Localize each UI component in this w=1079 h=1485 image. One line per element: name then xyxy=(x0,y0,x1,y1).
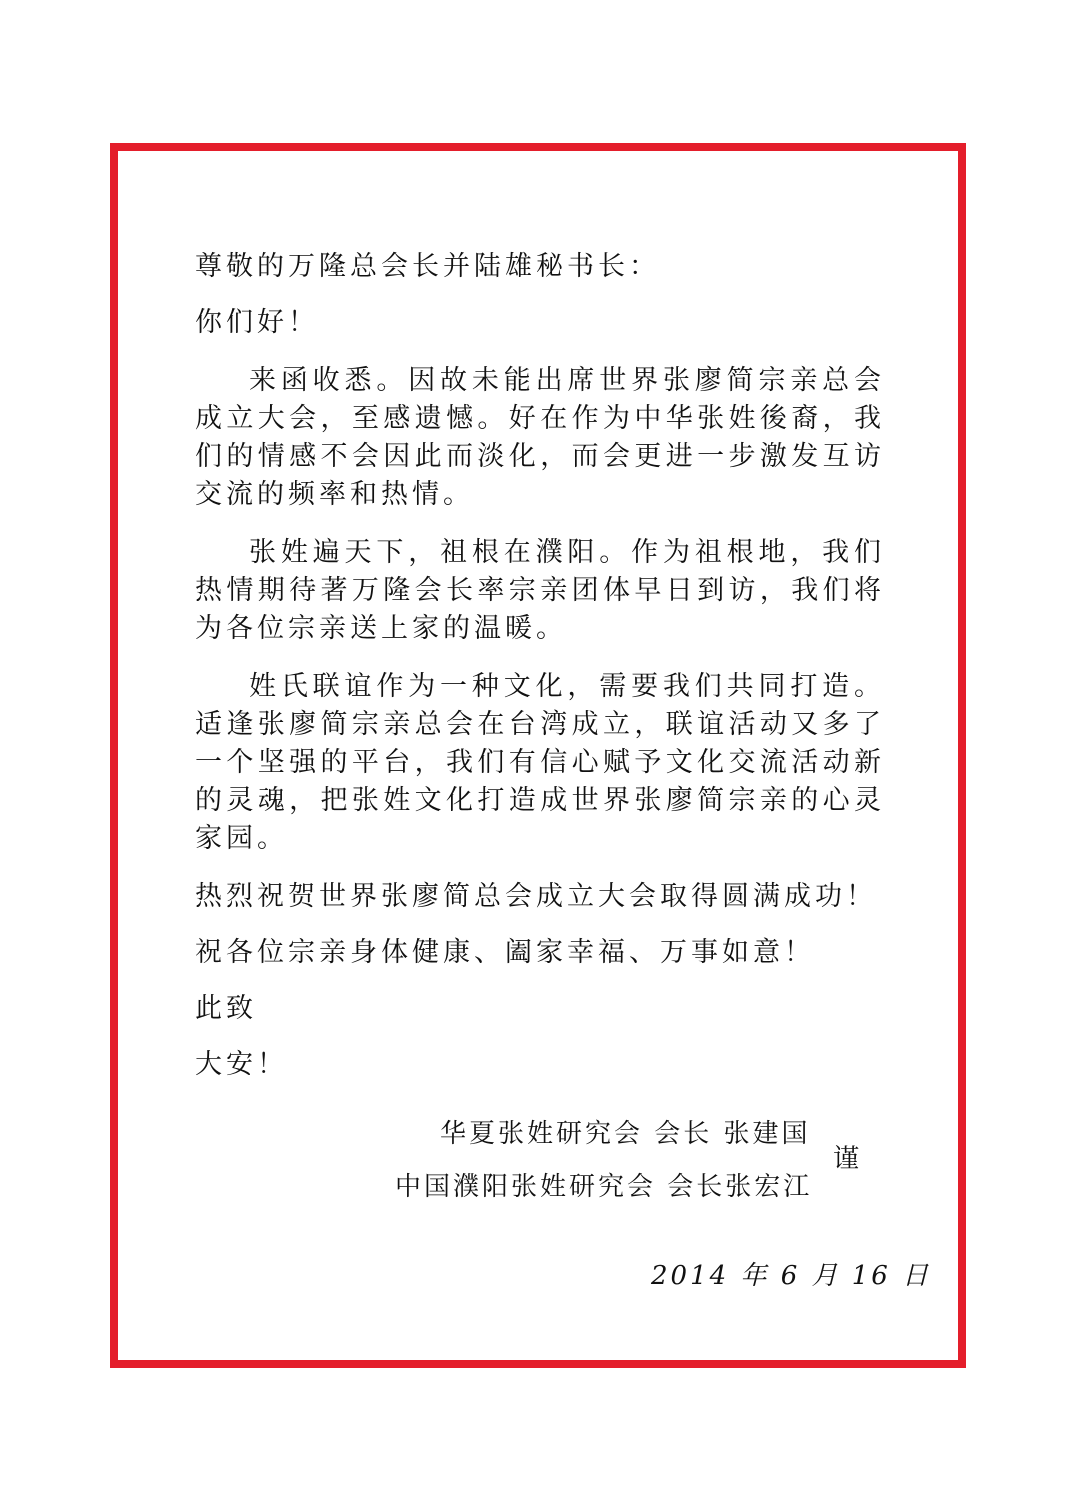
letter-body xyxy=(195,248,885,1084)
signature-line-1: 华夏张姓研究会 会长 张建国 xyxy=(440,1119,811,1149)
paragraph-2: 张姓遍天下，祖根在濮阳。作为祖根地，我们热情期待著万隆会长率宗亲团体早日到访，我们将为各位宗亲送上家的温暖。 xyxy=(195,537,885,644)
signature-suffix: 谨 xyxy=(833,1144,860,1174)
wishes-line: 祝各位宗亲身体健康、阖家幸福、万事如意！ xyxy=(195,937,815,968)
salutation: 尊敬的万隆总会长并陆雄秘书长： xyxy=(195,251,660,282)
congratulations-line: 热烈祝贺世界张廖简总会成立大会取得圆满成功！ xyxy=(195,881,877,912)
closing-cizhi: 此致 xyxy=(195,993,257,1024)
letter-date: 2014 年 6 月 16 日 xyxy=(651,1261,932,1291)
paragraph-1: 来函收悉。因故未能出席世界张廖简宗亲总会成立大会，至感遗憾。好在作为中华张姓後裔，我们的情感不会因此而淡化，而会更进一步激发互访交流的频率和热情。 xyxy=(195,365,885,510)
closing-daan: 大安！ xyxy=(195,1049,288,1080)
greeting: 你们好！ xyxy=(195,307,319,338)
paragraph-3: 姓氏联谊作为一种文化，需要我们共同打造。适逢张廖简宗亲总会在台湾成立，联谊活动又多了一个坚强的平台，我们有信心赋予文化交流活动新的灵魂，把张姓文化打造成世界张廖简宗亲的心灵家园。 xyxy=(195,671,885,854)
signature-line-2: 中国濮阳张姓研究会 会长张宏江 xyxy=(395,1172,813,1202)
